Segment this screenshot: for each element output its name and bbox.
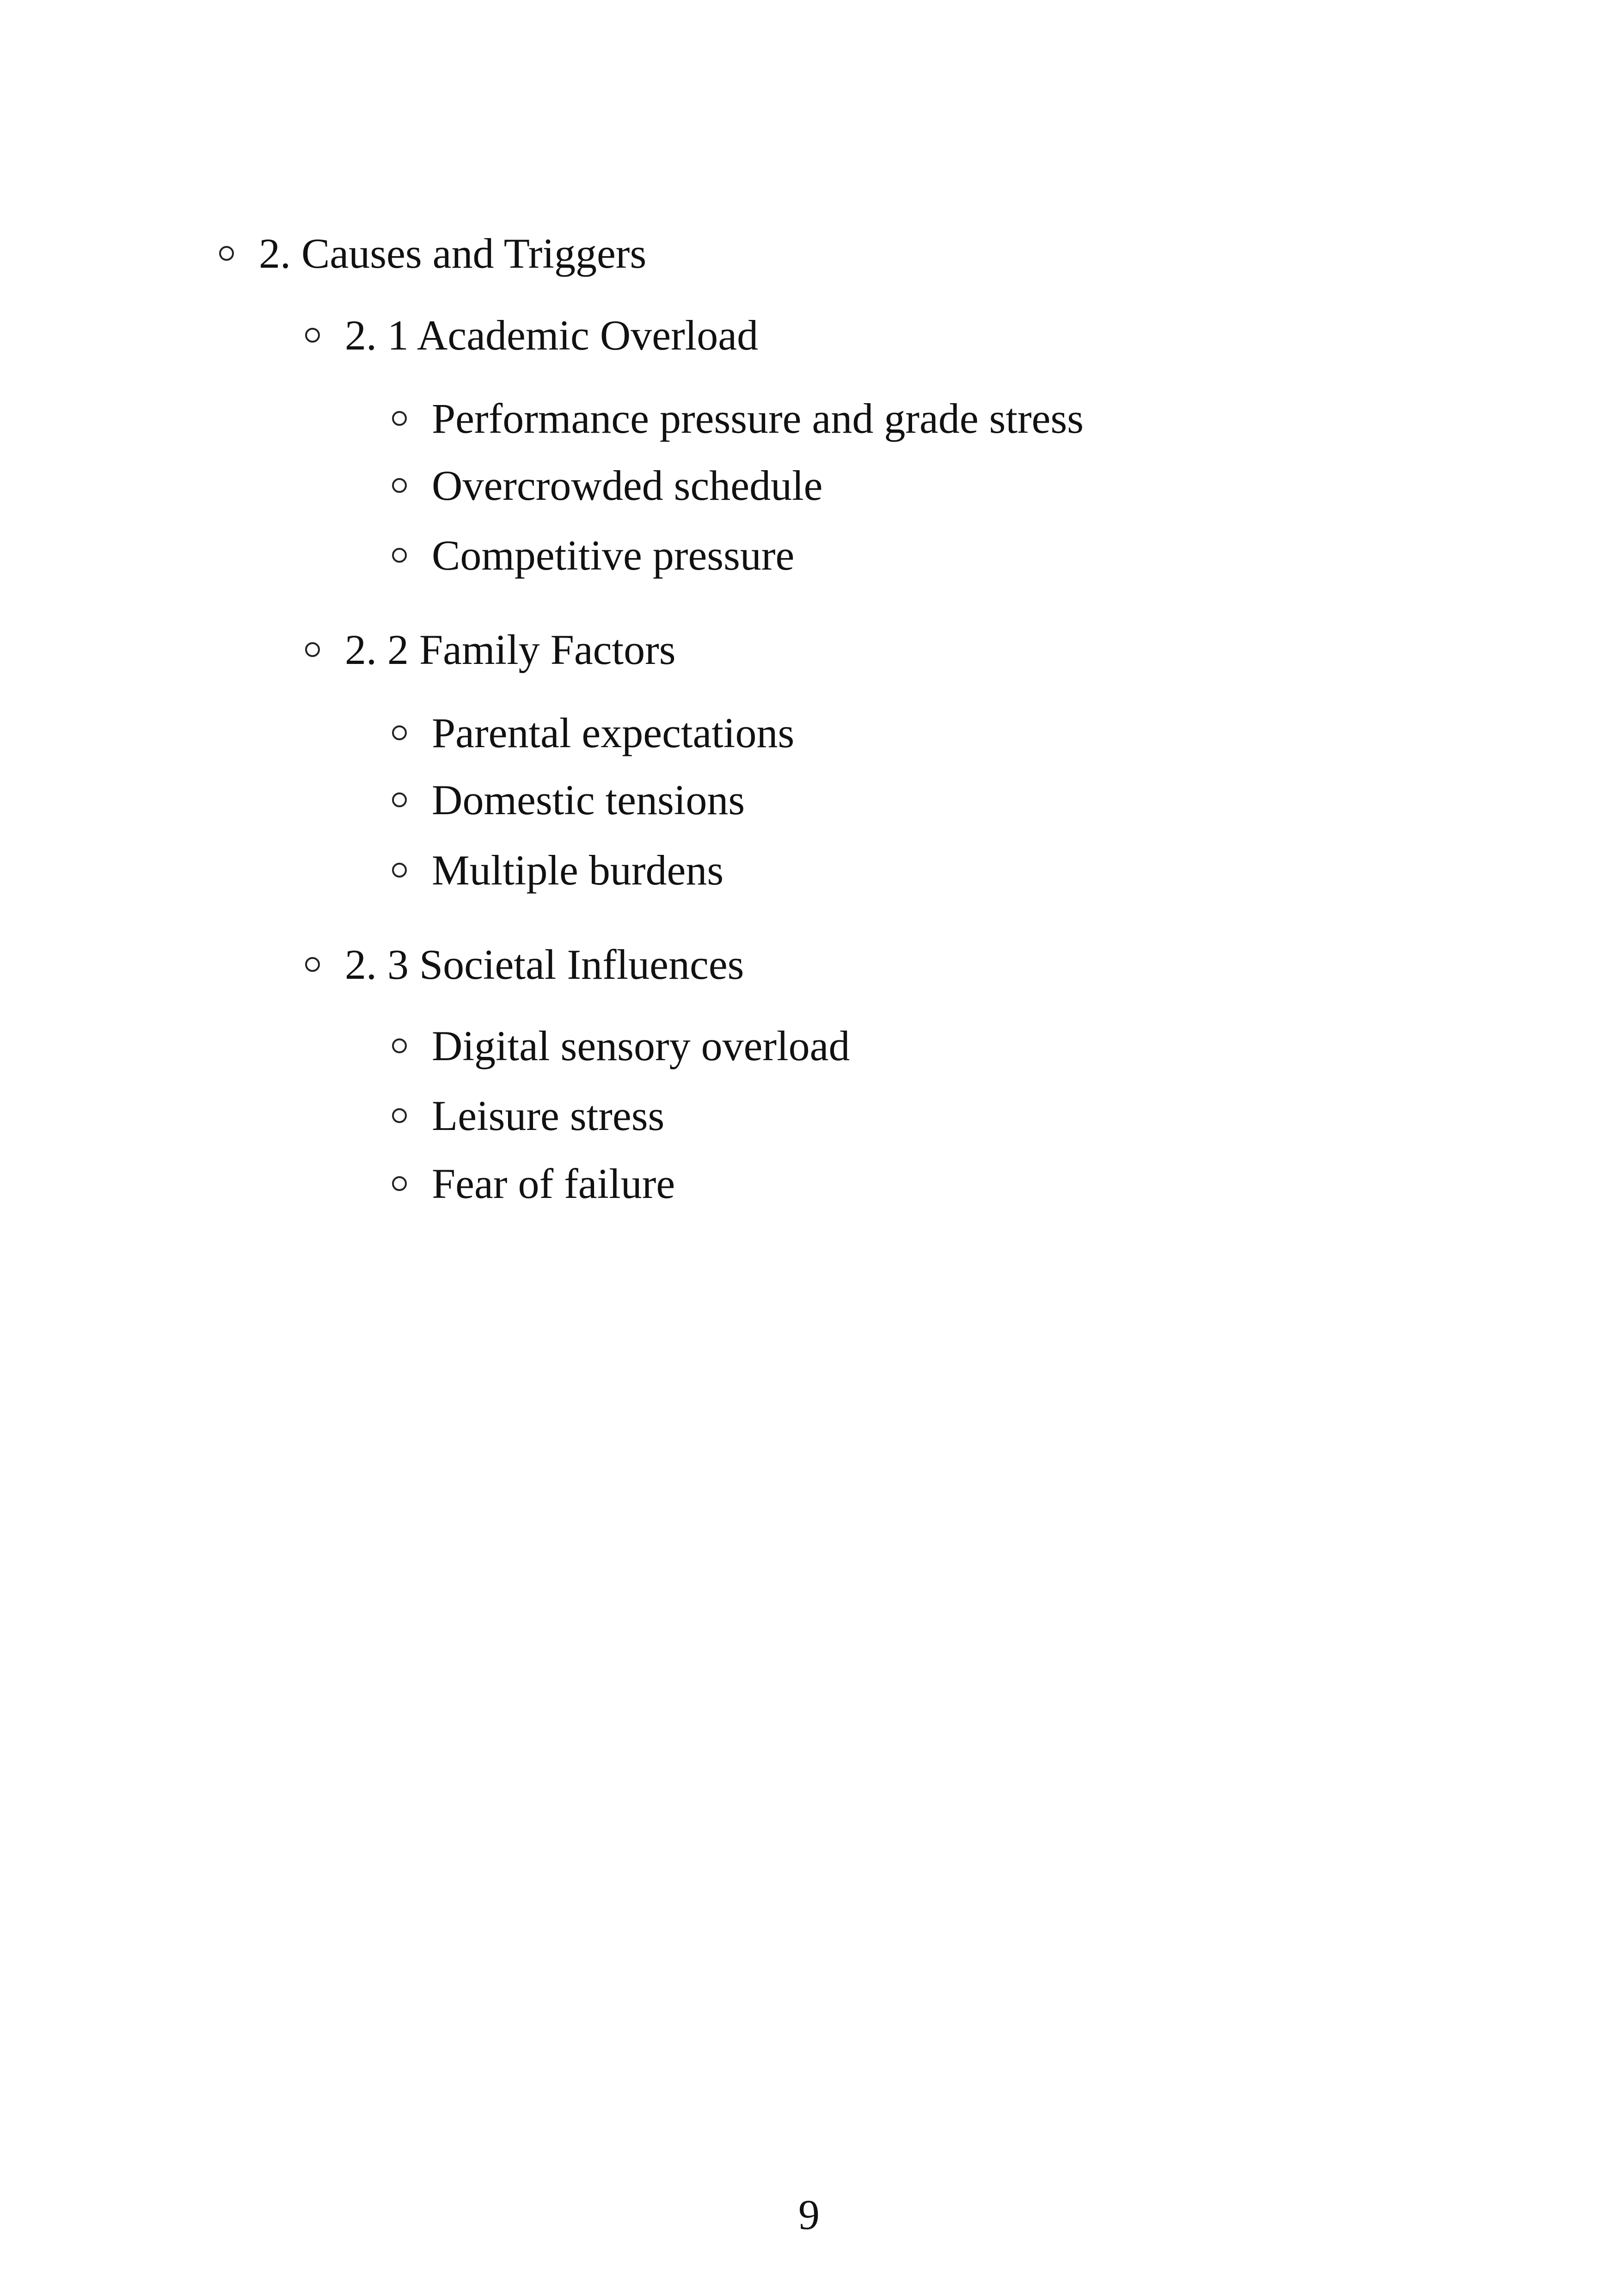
outline-subsection: [305, 617, 676, 682]
hollow-circle-bullet-icon: [392, 411, 407, 426]
item-text: Digital sensory overload: [432, 1022, 850, 1069]
hollow-circle-bullet-icon: [392, 478, 407, 493]
outline-item: [392, 1083, 664, 1148]
item-text: Multiple burdens: [432, 847, 724, 894]
subsection-title: 2. 1 Academic Overload: [345, 312, 759, 359]
hollow-circle-bullet-icon: [392, 1108, 407, 1123]
subsection-title: 2. 2 Family Factors: [345, 626, 676, 673]
hollow-circle-bullet-icon: [219, 246, 234, 261]
hollow-circle-bullet-icon: [392, 863, 407, 878]
page-number: 9: [798, 2191, 820, 2238]
hollow-circle-bullet-icon: [392, 792, 407, 807]
outline-subsection: [305, 303, 758, 368]
item-text: Performance pressure and grade stress: [432, 395, 1084, 442]
outline-item: [392, 700, 794, 765]
item-text: Overcrowded schedule: [432, 462, 823, 509]
outline-subsection: [305, 932, 744, 997]
outline-item: [392, 767, 745, 832]
outline-section: [219, 221, 646, 286]
item-text: Domestic tensions: [432, 776, 745, 823]
item-text: Leisure stress: [432, 1092, 665, 1139]
hollow-circle-bullet-icon: [305, 642, 320, 657]
item-text: Competitive pressure: [432, 532, 795, 579]
hollow-circle-bullet-icon: [305, 328, 320, 343]
outline-item: [392, 453, 823, 518]
hollow-circle-bullet-icon: [392, 548, 407, 563]
outline-item: [392, 523, 794, 588]
hollow-circle-bullet-icon: [392, 1038, 407, 1053]
hollow-circle-bullet-icon: [305, 957, 320, 972]
outline-item: [392, 1151, 675, 1216]
outline-item: [392, 1013, 850, 1078]
hollow-circle-bullet-icon: [392, 1176, 407, 1191]
subsection-title: 2. 3 Societal Influences: [345, 941, 744, 988]
outline-item: [392, 386, 1084, 451]
item-text: Parental expectations: [432, 709, 795, 756]
section-title: 2. Causes and Triggers: [259, 230, 647, 277]
outline-item: [392, 838, 723, 902]
item-text: Fear of failure: [432, 1160, 675, 1207]
hollow-circle-bullet-icon: [392, 725, 407, 740]
